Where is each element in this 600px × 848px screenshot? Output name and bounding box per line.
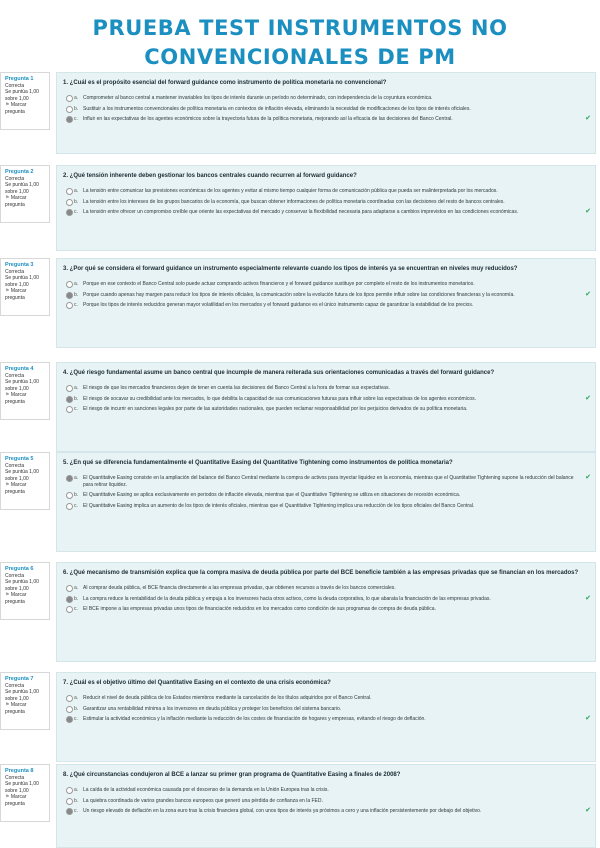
radio-button[interactable] <box>66 585 73 592</box>
correct-check-icon: ✔ <box>585 394 591 402</box>
radio-button[interactable] <box>66 706 73 713</box>
answer-option[interactable] <box>57 199 595 206</box>
option-letter: c. <box>74 406 78 412</box>
radio-button[interactable] <box>66 199 73 206</box>
question-info-panel <box>0 258 50 316</box>
flag-icon: ⚑ <box>5 702 11 708</box>
radio-button[interactable] <box>66 716 73 723</box>
option-letter: b. <box>74 105 79 112</box>
radio-button[interactable] <box>66 787 73 794</box>
flag-question-link[interactable] <box>5 392 47 405</box>
question-text: 1. ¿Cuál es el propósito esencial del forward guidance como instrumento de política monetaria no convencional? <box>63 80 387 86</box>
flag-icon: ⚑ <box>5 794 11 800</box>
option-text: Sustituir a los instrumentos convencionales de política monetaria en contextos de inflación elevada, eliminando la necesidad de modificaciones de los tipos de interés oficiales. <box>83 105 471 112</box>
radio-button[interactable] <box>66 475 73 482</box>
option-letter: c. <box>74 302 78 308</box>
correct-check-icon: ✔ <box>585 290 591 298</box>
answer-option[interactable] <box>57 302 595 309</box>
flag-icon: ⚑ <box>5 392 11 398</box>
option-letter: a. <box>74 281 79 287</box>
flag-icon: ⚑ <box>5 195 11 201</box>
option-text: Porque los tipos de interés reducidos generan mayor volatilidad en los mercados y el forward guidance es el único instrumento capaz de garantizar la estabilidad de los precios. <box>83 302 474 308</box>
option-letter: c. <box>74 116 78 122</box>
question-content <box>56 562 596 662</box>
question-info-panel <box>0 165 50 223</box>
flag-question-link[interactable] <box>5 195 47 208</box>
correct-check-icon: ✔ <box>585 594 591 602</box>
answer-option[interactable] <box>57 106 595 113</box>
flag-question-label: Marcar pregunta <box>5 592 27 605</box>
option-text: El riesgo de que los mercados financieros dejen de tener en cuenta las decisiones del Banco Central a la hora de formar sus expectativas. <box>83 385 390 391</box>
question-number: Pregunta 6 <box>5 566 34 572</box>
option-text: Garantizar una rentabilidad mínima a los inversores en deuda pública y proteger los beneficios del sistema bancario. <box>83 705 342 712</box>
option-text: El BCE impone a las empresas privadas unos tipos de financiación reducidos en los mercados como condición de sus programas de compra de deuda pública. <box>83 606 436 612</box>
option-text: El riesgo de socavar su credibilidad ante los mercados, lo que debilita la capacidad de sus comunicaciones futuras para influir sobre las expectativas de los agentes económicos. <box>83 395 476 402</box>
question-score: Se puntúa 1,00 sobre 1,00 <box>5 379 39 392</box>
question-score: Se puntúa 1,00 sobre 1,00 <box>5 689 39 702</box>
question-info-panel <box>0 764 50 822</box>
question-score: Se puntúa 1,00 sobre 1,00 <box>5 469 39 482</box>
flag-question-label: Marcar pregunta <box>5 482 27 495</box>
question-score: Se puntúa 1,00 sobre 1,00 <box>5 781 39 794</box>
option-text: El Quantitative Easing implica un aumento de los tipos de interés oficiales, mientras que el Quantitative Tightening implica una reducción de los tipos oficiales del Banco Central. <box>83 502 475 509</box>
radio-button[interactable] <box>66 808 73 815</box>
question-number: Pregunta 8 <box>5 768 34 774</box>
question-state: Correcta <box>5 82 25 89</box>
question-content <box>56 165 596 251</box>
radio-button[interactable] <box>66 396 73 403</box>
option-letter: a. <box>74 695 79 701</box>
question-state: Correcta <box>5 572 25 579</box>
answer-option[interactable] <box>57 503 595 510</box>
page-title <box>0 0 600 78</box>
flag-question-label: Marcar pregunta <box>5 702 27 715</box>
option-letter: b. <box>74 291 79 298</box>
question-content <box>56 258 596 348</box>
question-text: 8. ¿Qué circunstancias condujeron al BCE a lanzar su primer gran programa de Quantitative Easing a finales de 2008? <box>63 772 401 778</box>
option-letter: a. <box>74 188 79 194</box>
question-info-panel <box>0 452 50 510</box>
option-text: Reducir el nivel de deuda pública de los Estados miembros mediante la cancelación de los títulos adquiridos por el Banco Central. <box>83 695 372 701</box>
question-number: Pregunta 3 <box>5 262 34 268</box>
flag-question-label: Marcar pregunta <box>5 288 27 301</box>
question-text: 6. ¿Qué mecanismo de transmisión explica que la compra masiva de deuda pública por parte del BCE beneficie también a las empresas privadas que se financian en los mercados? <box>63 570 579 576</box>
radio-button[interactable] <box>66 798 73 805</box>
answer-option[interactable] <box>57 406 595 413</box>
correct-check-icon: ✔ <box>585 715 591 722</box>
flag-question-label: Marcar pregunta <box>5 794 27 807</box>
option-letter: c. <box>74 716 78 722</box>
option-text: Al comprar deuda pública, el BCE financia directamente a las empresas privadas, que obtienen recursos a través de los bancos comerciales. <box>83 585 396 591</box>
flag-icon: ⚑ <box>5 592 11 598</box>
question-state: Correcta <box>5 268 25 275</box>
radio-button[interactable] <box>66 695 73 702</box>
radio-button[interactable] <box>66 492 73 499</box>
question-score: Se puntúa 1,00 sobre 1,00 <box>5 579 39 592</box>
correct-check-icon: ✔ <box>585 208 591 215</box>
question-score: Se puntúa 1,00 sobre 1,00 <box>5 89 39 102</box>
answer-option[interactable] <box>57 95 595 102</box>
correct-check-icon: ✔ <box>585 115 591 122</box>
flag-question-link[interactable] <box>5 482 47 495</box>
question-number: Pregunta 2 <box>5 169 34 175</box>
option-letter: b. <box>74 595 79 602</box>
question-state: Correcta <box>5 462 25 469</box>
flag-question-link[interactable] <box>5 592 47 605</box>
option-letter: b. <box>74 705 79 712</box>
radio-button[interactable] <box>66 302 73 309</box>
flag-question-link[interactable] <box>5 702 47 715</box>
radio-button[interactable] <box>66 503 73 510</box>
option-letter: c. <box>74 209 78 215</box>
flag-question-link[interactable] <box>5 288 47 301</box>
option-text: Porque cuando apenas hay margen para reducir los tipos de interés oficiales, la comunicación sobre la evolución futura de los tipos permite influir sobre las condiciones financieras y la economía. <box>83 291 515 298</box>
flag-question-label: Marcar pregunta <box>5 195 27 208</box>
flag-icon: ⚑ <box>5 288 11 294</box>
flag-icon: ⚑ <box>5 102 11 108</box>
question-number: Pregunta 7 <box>5 676 34 682</box>
flag-question-link[interactable] <box>5 794 47 807</box>
option-letter: b. <box>74 797 79 804</box>
option-text: Un riesgo elevado de deflación en la zona euro tras la crisis financiera global, con unos tipos de interés ya próximos a cero y una inflación persistentemente por debajo del objetivo. <box>83 808 482 814</box>
answer-option[interactable] <box>57 695 595 702</box>
option-text: Porque en ese contexto el Banco Central solo puede actuar comprando activos financieros y el forward guidance sustituye por completo el resto de los instrumentos monetarios. <box>83 281 475 287</box>
question-state: Correcta <box>5 175 25 182</box>
option-text: El Quantitative Easing se aplica exclusivamente en periodos de inflación elevada, mientras que el Quantitative Tightening se utiliza en situaciones de recesión económica. <box>83 492 461 498</box>
option-letter: b. <box>74 198 79 205</box>
answer-option[interactable] <box>57 787 595 794</box>
answer-option[interactable] <box>57 385 595 392</box>
option-text: La tensión entre ofrecer un compromiso creíble que oriente las expectativas del mercado y conservar la flexibilidad necesaria para adaptarse a cambios imprevistos en las condiciones económicas. <box>83 209 519 215</box>
question-number: Pregunta 5 <box>5 456 34 462</box>
answer-option[interactable] <box>57 492 595 499</box>
question-content <box>56 764 596 848</box>
radio-button[interactable] <box>66 281 73 288</box>
answer-option[interactable] <box>57 808 595 815</box>
question-text: 2. ¿Qué tensión inherente deben gestionar los bancos centrales cuando recurren al forward guidance? <box>63 173 357 179</box>
question-info-panel <box>0 72 50 130</box>
radio-button[interactable] <box>66 209 73 216</box>
option-letter: c. <box>74 502 78 509</box>
option-letter: b. <box>74 395 79 402</box>
option-text: La tensión entre los intereses de los grupos bancarios de la economía, que buscan obtener informaciones de política monetaria coordinadas con las decisiones del resto de bancos centrales. <box>83 198 505 205</box>
page-title-line-2: CONVENCIONALES DE PM <box>144 45 456 69</box>
radio-button[interactable] <box>66 596 73 603</box>
option-text: El riesgo de incurrir en sanciones legales por parte de las autoridades nacionales, que pueden reclamar responsabilidad por los perjuicios derivados de su política monetaria. <box>83 406 468 412</box>
page-title-line-1: PRUEBA TEST INSTRUMENTOS NO <box>92 16 508 40</box>
radio-button[interactable] <box>66 116 73 123</box>
answer-option[interactable] <box>57 188 595 195</box>
question-state: Correcta <box>5 682 25 689</box>
question-text: 5. ¿En qué se diferencia fundamentalmente el Quantitative Easing del Quantitative Tightening como instrumentos de política monetaria? <box>63 460 453 466</box>
flag-question-link[interactable] <box>5 102 47 115</box>
question-state: Correcta <box>5 372 25 379</box>
radio-button[interactable] <box>66 385 73 392</box>
option-text: La compra reduce la rentabilidad de la deuda pública y empuja a los inversores hacia otros activos, como la deuda corporativa, lo que abarata la financiación de las empresas privadas. <box>83 595 491 602</box>
radio-button[interactable] <box>66 106 73 113</box>
correct-check-icon: ✔ <box>585 474 591 481</box>
radio-button[interactable] <box>66 95 73 102</box>
answer-option[interactable] <box>57 116 595 123</box>
radio-button[interactable] <box>66 406 73 413</box>
question-number: Pregunta 4 <box>5 366 34 372</box>
question-text: 3. ¿Por qué se considera el forward guidance un instrumento especialmente relevante cuando los tipos de interés ya se encuentran en niveles muy reducidos? <box>63 266 518 272</box>
radio-button[interactable] <box>66 606 73 613</box>
answer-option[interactable] <box>57 798 595 805</box>
answer-option[interactable] <box>57 706 595 713</box>
option-text: La tensión entre comunicar las previsiones económicas de los agentes y evitar al mismo tiempo cualquier forma de comunicación pública que pueda ser malinterpretada por los mercados. <box>83 188 498 194</box>
question-number: Pregunta 1 <box>5 76 34 82</box>
option-text: Influir en las expectativas de los agentes económicos sobre la trayectoria futura de la política monetaria, mejorando así la eficacia de las decisiones del Banco Central. <box>83 116 453 122</box>
option-text: Comprometer al banco central a mantener invariables los tipos de interés durante un período no determinado, con independencia de la coyuntura económica. <box>83 95 433 101</box>
option-letter: a. <box>74 385 79 391</box>
option-letter: c. <box>74 808 78 814</box>
question-text: 7. ¿Cuál es el objetivo último del Quantitative Easing en el contexto de una crisis económica? <box>63 680 331 686</box>
flag-icon: ⚑ <box>5 482 11 488</box>
answer-option[interactable] <box>57 716 595 723</box>
option-text: La caída de la actividad económica causada por el descenso de la demanda en la Unión Europea tras la crisis. <box>83 787 329 793</box>
question-info-panel <box>0 562 50 620</box>
answer-option[interactable] <box>57 606 595 613</box>
option-letter: a. <box>74 585 79 591</box>
flag-question-label: Marcar pregunta <box>5 392 27 405</box>
answer-option[interactable] <box>57 596 595 603</box>
question-state: Correcta <box>5 774 25 781</box>
question-text: 4. ¿Qué riesgo fundamental asume un banco central que incumple de manera reiterada sus orientaciones comunicadas a través del forward guidance? <box>63 370 495 376</box>
flag-question-label: Marcar pregunta <box>5 102 27 115</box>
option-letter: b. <box>74 492 79 498</box>
option-letter: c. <box>74 606 78 612</box>
option-letter: a. <box>74 95 79 101</box>
option-text: La quiebra coordinada de varios grandes bancos europeos que generó una pérdida de confianza en la FED. <box>83 797 323 804</box>
answer-option[interactable] <box>57 281 595 288</box>
option-letter: a. <box>74 475 79 481</box>
question-content <box>56 672 596 762</box>
question-score: Se puntúa 1,00 sobre 1,00 <box>5 275 39 288</box>
answer-option[interactable] <box>57 292 595 299</box>
answer-option[interactable] <box>57 396 595 403</box>
answer-option[interactable] <box>57 585 595 592</box>
radio-button[interactable] <box>66 292 73 299</box>
question-content <box>56 362 596 452</box>
answer-option[interactable] <box>57 209 595 216</box>
question-score: Se puntúa 1,00 sobre 1,00 <box>5 182 39 195</box>
option-text: El Quantitative Easing consiste en la ampliación del balance del Banco Central mediante la compra de activos para inyectar liquidez en la economía, mientras que el Quantitative Tightening supone la reducción del balance para retirar liquidez. <box>83 475 574 488</box>
question-info-panel <box>0 362 50 420</box>
question-info-panel <box>0 672 50 730</box>
option-text: Estimular la actividad económica y la inflación mediante la reducción de los costes de financiación de hogares y empresas, evitando el riesgo de deflación. <box>83 716 426 722</box>
question-content <box>56 72 596 154</box>
answer-option[interactable] <box>57 475 595 488</box>
option-letter: a. <box>74 787 79 793</box>
question-content <box>56 452 596 552</box>
radio-button[interactable] <box>66 188 73 195</box>
correct-check-icon: ✔ <box>585 807 591 814</box>
